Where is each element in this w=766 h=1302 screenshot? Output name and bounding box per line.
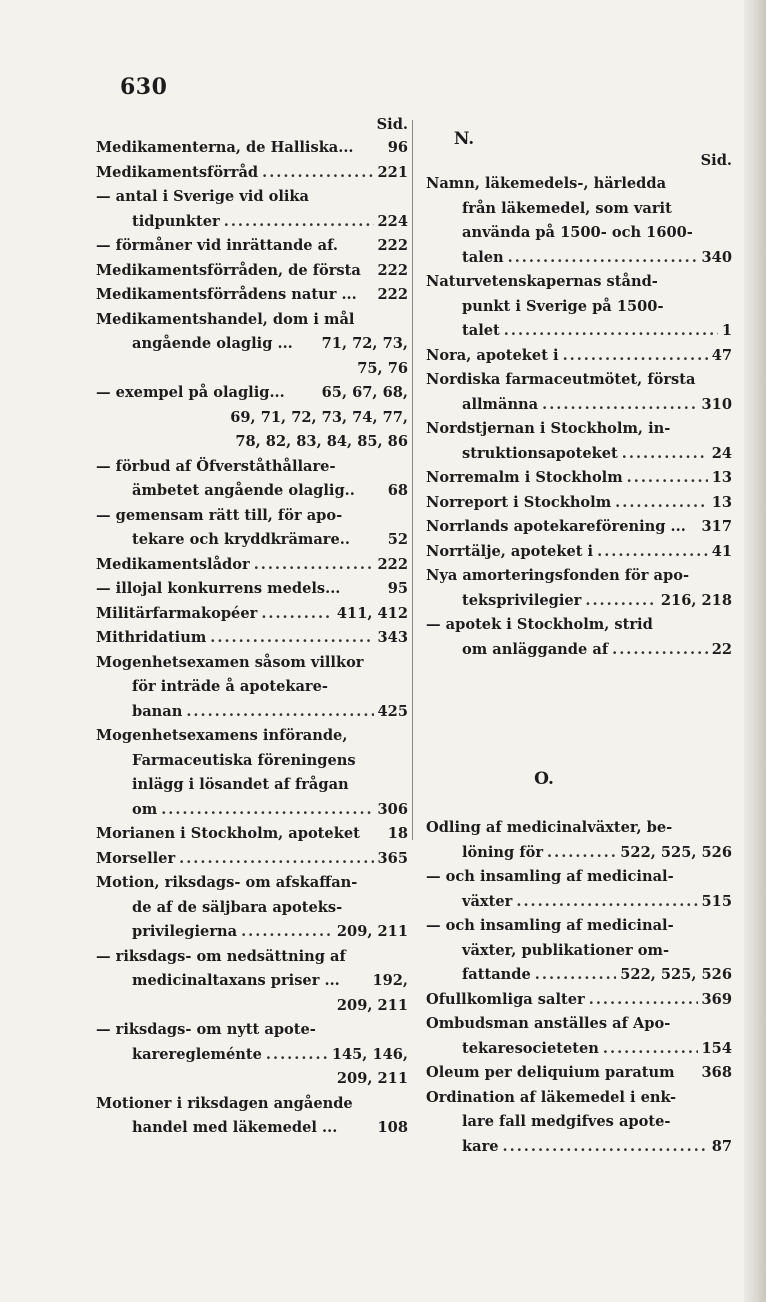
entry-line bbox=[96, 602, 408, 627]
dot-leader bbox=[516, 890, 697, 915]
entry-line bbox=[426, 172, 732, 197]
page-ref: 65, 67, 68, bbox=[321, 384, 408, 401]
entry-text: — och insamling af medicinal- bbox=[426, 868, 674, 885]
index-entry bbox=[96, 626, 408, 651]
entry-text: — antal i Sverige vid olika bbox=[96, 188, 309, 205]
page-ref: 216, 218 bbox=[660, 591, 732, 609]
page-ref: 69, 71, 72, 73, 74, 77, bbox=[230, 408, 408, 426]
entry-text: Norrlands apotekareförening ... bbox=[426, 518, 686, 535]
sid-label: Sid. bbox=[700, 152, 732, 169]
entry-line bbox=[426, 466, 732, 491]
entry-text: Medikamentshandel, dom i mål bbox=[96, 310, 355, 328]
page-ref: 13 bbox=[711, 493, 732, 511]
entry-line bbox=[96, 651, 408, 676]
page-ref: 13 bbox=[711, 469, 732, 486]
entry-text: Ombudsman anställes af Apo- bbox=[426, 1015, 671, 1032]
index-entry bbox=[96, 577, 408, 602]
entry-line bbox=[426, 197, 732, 222]
dot-leader bbox=[261, 602, 333, 627]
dot-leader bbox=[161, 798, 373, 823]
page-ref: 369 bbox=[701, 990, 732, 1008]
page-ref: 209, 211 bbox=[336, 996, 408, 1014]
index-entry bbox=[96, 234, 408, 259]
dot-leader bbox=[622, 442, 708, 467]
entry-text: kare bbox=[462, 1137, 499, 1155]
dot-leader bbox=[589, 988, 698, 1013]
entry-line bbox=[96, 920, 408, 945]
entry-text: de af de säljbara apoteks- bbox=[132, 898, 343, 916]
page-ref: 515 bbox=[701, 892, 732, 910]
entry-text: ämbetet angående olaglig.. bbox=[132, 482, 355, 499]
entry-line bbox=[426, 246, 732, 271]
index-entry bbox=[96, 455, 408, 504]
entry-text: löning för bbox=[462, 843, 544, 861]
page-ref: 522, 525, 526 bbox=[620, 843, 732, 861]
index-entry bbox=[96, 651, 408, 725]
page-ref: 41 bbox=[711, 542, 732, 560]
index-entry bbox=[96, 871, 408, 945]
index-entry bbox=[426, 1061, 732, 1086]
entry-line bbox=[96, 749, 408, 774]
dot-leader bbox=[615, 491, 708, 516]
entry-text: talen bbox=[462, 248, 504, 266]
index-entry bbox=[96, 1092, 408, 1141]
entry-text: växter, publikationer om- bbox=[462, 941, 670, 959]
entry-line bbox=[96, 1018, 408, 1043]
entry-line bbox=[426, 988, 732, 1013]
entry-line bbox=[426, 890, 732, 915]
entry-text: Oleum per deliquium paratum bbox=[426, 1064, 675, 1081]
section-letter-n: N. bbox=[453, 129, 475, 149]
entry-line bbox=[426, 914, 732, 939]
index-entry bbox=[96, 161, 408, 186]
entry-text: struktionsapoteket bbox=[462, 444, 618, 462]
dot-leader bbox=[585, 589, 657, 614]
page-ref: 411, 412 bbox=[336, 604, 408, 622]
page-ref: 343 bbox=[377, 629, 408, 646]
sid-label: Sid. bbox=[376, 116, 408, 133]
entry-text: Ofullkomliga salter bbox=[426, 990, 585, 1008]
index-entry bbox=[96, 136, 408, 161]
dot-leader bbox=[542, 393, 697, 418]
entry-line bbox=[426, 491, 732, 516]
entry-line bbox=[96, 798, 408, 823]
entry-line bbox=[96, 553, 408, 578]
entry-line bbox=[426, 638, 732, 663]
index-entry bbox=[426, 515, 732, 540]
dot-leader bbox=[597, 540, 708, 565]
entry-text: — exempel på olaglig... bbox=[96, 384, 285, 401]
entry-line bbox=[96, 479, 408, 504]
dot-leader bbox=[266, 1043, 328, 1068]
page-ref: 96 bbox=[387, 139, 408, 156]
entry-line bbox=[96, 259, 408, 284]
entry-text: punkt i Sverige på 1500- bbox=[462, 297, 664, 315]
entry-line bbox=[426, 221, 732, 246]
entry-text: teksprivilegier bbox=[462, 591, 582, 609]
entry-text: Nordstjernan i Stockholm, in- bbox=[426, 420, 671, 437]
page-ref: 78, 82, 83, 84, 85, 86 bbox=[235, 433, 408, 450]
entry-line bbox=[96, 185, 408, 210]
entry-line bbox=[96, 210, 408, 235]
entry-line bbox=[96, 1043, 408, 1068]
page-ref: 24 bbox=[711, 444, 732, 462]
entry-line bbox=[426, 368, 732, 393]
index-entry bbox=[96, 259, 408, 284]
entry-line bbox=[96, 308, 408, 333]
entry-line bbox=[96, 969, 408, 994]
entry-text: — och insamling af medicinal- bbox=[426, 917, 674, 934]
dot-leader bbox=[503, 1135, 708, 1160]
page-ref: 154 bbox=[701, 1039, 732, 1057]
page-ref: 310 bbox=[701, 395, 732, 413]
index-entry bbox=[426, 914, 732, 988]
dot-leader bbox=[224, 210, 374, 235]
entry-line bbox=[96, 332, 408, 357]
entry-line bbox=[426, 613, 732, 638]
entry-text: Motioner i riksdagen angående bbox=[96, 1094, 353, 1112]
entry-line bbox=[426, 1086, 732, 1111]
page-ref: 340 bbox=[701, 248, 732, 266]
index-entry bbox=[426, 613, 732, 662]
entry-line bbox=[426, 270, 732, 295]
entry-text: inlägg i lösandet af frågan bbox=[132, 776, 349, 793]
entry-text: allmänna bbox=[462, 395, 539, 413]
index-entry bbox=[96, 504, 408, 553]
entry-text: handel med läkemedel ... bbox=[132, 1119, 338, 1136]
entry-line bbox=[426, 1012, 732, 1037]
entry-text: växter bbox=[462, 892, 513, 910]
index-entry bbox=[426, 172, 732, 270]
entry-line bbox=[96, 1116, 408, 1141]
entry-text: angående olaglig ... bbox=[132, 335, 293, 352]
index-entry bbox=[96, 381, 408, 455]
entry-text: tidpunkter bbox=[132, 212, 220, 230]
entry-text: — gemensam rätt till, för apo- bbox=[96, 506, 343, 524]
dot-leader bbox=[210, 626, 373, 651]
entry-text: Norrtälje, apoteket i bbox=[426, 542, 594, 560]
page-ref: 209, 211 bbox=[336, 923, 408, 940]
entry-text: Medikamentsförrådens natur ... bbox=[96, 286, 357, 303]
entry-line bbox=[426, 417, 732, 442]
entry-text: Norremalm i Stockholm bbox=[426, 469, 623, 486]
entry-line bbox=[426, 841, 732, 866]
page-ref: 22 bbox=[711, 640, 732, 658]
page-ref: 95 bbox=[387, 580, 408, 597]
index-entry bbox=[426, 491, 732, 516]
entry-text: från läkemedel, som varit bbox=[462, 199, 672, 217]
dot-leader bbox=[504, 319, 718, 344]
index-entry bbox=[426, 816, 732, 865]
entry-text: för inträde å apotekare- bbox=[132, 678, 328, 695]
page-ref: 1 bbox=[721, 322, 732, 339]
entry-text: Odling af medicinalväxter, be- bbox=[426, 819, 673, 836]
entry-text: Mithridatium bbox=[96, 629, 207, 646]
entry-text: Morianen i Stockholm, apoteket bbox=[96, 825, 360, 842]
page-number: 630 bbox=[120, 74, 168, 100]
page-ref: 425 bbox=[377, 702, 408, 720]
left-entries bbox=[96, 136, 408, 1141]
right-column bbox=[426, 114, 732, 1159]
dot-leader bbox=[563, 344, 708, 369]
entry-line bbox=[96, 283, 408, 308]
entry-text: lare fall medgifves apote- bbox=[462, 1113, 671, 1130]
page-ref: 71, 72, 73, bbox=[321, 335, 408, 352]
entry-line bbox=[96, 577, 408, 602]
entry-text: tekare och kryddkrämare.. bbox=[132, 531, 350, 548]
page-ref: 75, 76 bbox=[357, 359, 408, 377]
entry-line bbox=[96, 528, 408, 553]
entry-line bbox=[426, 295, 732, 320]
index-entry bbox=[96, 308, 408, 382]
page-ref: 18 bbox=[387, 825, 408, 842]
entry-line bbox=[426, 515, 732, 540]
dot-leader bbox=[241, 920, 333, 945]
dot-leader bbox=[627, 466, 708, 491]
left-column bbox=[96, 114, 408, 1141]
entry-text: medicinaltaxans priser ... bbox=[132, 972, 340, 989]
entry-text: banan bbox=[132, 702, 183, 720]
entry-line bbox=[96, 234, 408, 259]
n-entries bbox=[426, 172, 732, 662]
entry-text: Farmaceutiska föreningens bbox=[132, 751, 356, 769]
dot-leader bbox=[179, 847, 373, 872]
index-entry bbox=[96, 1018, 408, 1092]
index-entry bbox=[426, 1012, 732, 1061]
dot-leader bbox=[547, 841, 616, 866]
entry-text: Medikamentslådor bbox=[96, 555, 250, 573]
entry-line bbox=[426, 540, 732, 565]
entry-text: privilegierna bbox=[132, 923, 238, 940]
index-entry bbox=[96, 553, 408, 578]
entry-text: Morseller bbox=[96, 849, 176, 867]
page-ref: 221 bbox=[377, 163, 408, 181]
entry-line bbox=[426, 344, 732, 369]
page-ref: 306 bbox=[377, 800, 408, 818]
entry-text: Mogenhetsexamen såsom villkor bbox=[96, 653, 364, 671]
entry-line bbox=[96, 1092, 408, 1117]
entry-text: — apotek i Stockholm, strid bbox=[426, 616, 653, 633]
o-entries bbox=[426, 816, 732, 1159]
index-entry bbox=[426, 1086, 732, 1160]
entry-line bbox=[426, 1037, 732, 1062]
entry-line bbox=[96, 847, 408, 872]
entry-text: Naturvetenskapernas stånd- bbox=[426, 273, 658, 290]
entry-line bbox=[426, 393, 732, 418]
page-ref: 224 bbox=[377, 212, 408, 230]
section-letter-o: O. bbox=[534, 769, 554, 789]
entry-line bbox=[96, 896, 408, 921]
entry-text: fattande bbox=[462, 966, 531, 983]
entry-line bbox=[96, 406, 408, 431]
entry-text: — illojal konkurrens medels... bbox=[96, 580, 341, 597]
index-entry bbox=[96, 185, 408, 234]
page-ref: 108 bbox=[377, 1119, 408, 1136]
index-entry bbox=[96, 602, 408, 627]
page-ref: 222 bbox=[377, 261, 408, 279]
entry-text: Mogenhetsexamens införande, bbox=[96, 727, 348, 744]
entry-line bbox=[96, 357, 408, 382]
entry-line bbox=[96, 430, 408, 455]
entry-line bbox=[426, 1135, 732, 1160]
entry-line bbox=[426, 963, 732, 988]
entry-text: — riksdags- om nytt apote- bbox=[96, 1021, 316, 1038]
index-entry bbox=[96, 283, 408, 308]
dot-leader bbox=[508, 246, 698, 271]
page-ref: 317 bbox=[701, 518, 732, 535]
entry-line bbox=[426, 1061, 732, 1086]
entry-text: Nya amorteringsfonden för apo- bbox=[426, 567, 690, 584]
page-ref: 222 bbox=[377, 286, 408, 303]
entry-text: Medikamentsförråd bbox=[96, 163, 259, 181]
page-ref: 87 bbox=[711, 1137, 732, 1155]
entry-line bbox=[96, 504, 408, 529]
entry-line bbox=[96, 822, 408, 847]
page-ref: 145, 146, bbox=[331, 1045, 408, 1063]
entry-text: Medikamentsförråden, de första bbox=[96, 261, 361, 279]
entry-text: Medikamenterna, de Halliska... bbox=[96, 139, 354, 156]
entry-text: — förmåner vid inrättande af. bbox=[96, 237, 338, 254]
entry-text: — riksdags- om nedsättning af bbox=[96, 947, 346, 965]
index-entry bbox=[426, 344, 732, 369]
page-ref: 209, 211 bbox=[336, 1070, 408, 1087]
dot-leader bbox=[254, 553, 374, 578]
dot-leader bbox=[603, 1037, 698, 1062]
page-ref: 47 bbox=[711, 346, 732, 364]
page-ref: 52 bbox=[387, 531, 408, 548]
index-entry bbox=[96, 945, 408, 1019]
index-entry bbox=[96, 724, 408, 822]
page-ref: 68 bbox=[387, 482, 408, 499]
entry-text: använda på 1500- och 1600- bbox=[462, 224, 693, 241]
entry-text: Nordiska farmaceutmötet, första bbox=[426, 371, 696, 388]
entry-text: tekaresocieteten bbox=[462, 1039, 599, 1057]
entry-line bbox=[96, 161, 408, 186]
entry-line bbox=[96, 136, 408, 161]
entry-line bbox=[426, 1110, 732, 1135]
entry-text: — förbud af Öfverståthållare- bbox=[96, 457, 336, 475]
page-ref: 192, bbox=[372, 972, 408, 989]
index-entry bbox=[96, 822, 408, 847]
entry-text: talet bbox=[462, 322, 500, 339]
entry-line bbox=[426, 865, 732, 890]
column-divider bbox=[412, 120, 413, 840]
index-entry bbox=[426, 988, 732, 1013]
index-entry bbox=[426, 540, 732, 565]
page-ref: 222 bbox=[377, 237, 408, 254]
entry-line bbox=[426, 442, 732, 467]
entry-line bbox=[96, 1067, 408, 1092]
index-entry bbox=[426, 417, 732, 466]
entry-text: Ordination af läkemedel i enk- bbox=[426, 1088, 677, 1106]
entry-line bbox=[96, 455, 408, 480]
dot-leader bbox=[262, 161, 373, 186]
index-entry bbox=[426, 865, 732, 914]
dot-leader bbox=[535, 963, 617, 988]
page-ref: 368 bbox=[701, 1064, 732, 1081]
index-entry bbox=[426, 368, 732, 417]
entry-text: Norreport i Stockholm bbox=[426, 493, 612, 511]
entry-line bbox=[96, 724, 408, 749]
entry-text: Namn, läkemedels-, härledda bbox=[426, 175, 667, 192]
page-ref: 365 bbox=[377, 849, 408, 867]
index-entry bbox=[426, 270, 732, 344]
entry-line bbox=[96, 675, 408, 700]
entry-line bbox=[426, 816, 732, 841]
entry-line bbox=[96, 871, 408, 896]
page-edge bbox=[744, 0, 766, 1302]
index-entry bbox=[96, 847, 408, 872]
entry-text: Nora, apoteket i bbox=[426, 346, 559, 364]
index-entry bbox=[426, 564, 732, 613]
index-entry bbox=[426, 466, 732, 491]
entry-line bbox=[426, 564, 732, 589]
entry-line bbox=[96, 626, 408, 651]
page-ref: 522, 525, 526 bbox=[620, 966, 732, 983]
page-ref: 222 bbox=[377, 555, 408, 573]
entry-line bbox=[96, 994, 408, 1019]
entry-line bbox=[426, 939, 732, 964]
entry-text: om bbox=[132, 800, 158, 818]
dot-leader bbox=[612, 638, 708, 663]
entry-text: om anläggande af bbox=[462, 640, 609, 658]
entry-text: Motion, riksdags- om afskaffan- bbox=[96, 874, 358, 891]
entry-line bbox=[426, 589, 732, 614]
entry-text: Militärfarmakopéer bbox=[96, 604, 258, 622]
entry-line bbox=[96, 773, 408, 798]
entry-line bbox=[96, 700, 408, 725]
dot-leader bbox=[186, 700, 373, 725]
entry-line bbox=[96, 381, 408, 406]
entry-line bbox=[426, 319, 732, 344]
entry-line bbox=[96, 945, 408, 970]
entry-text: kareregleménte bbox=[132, 1045, 262, 1063]
